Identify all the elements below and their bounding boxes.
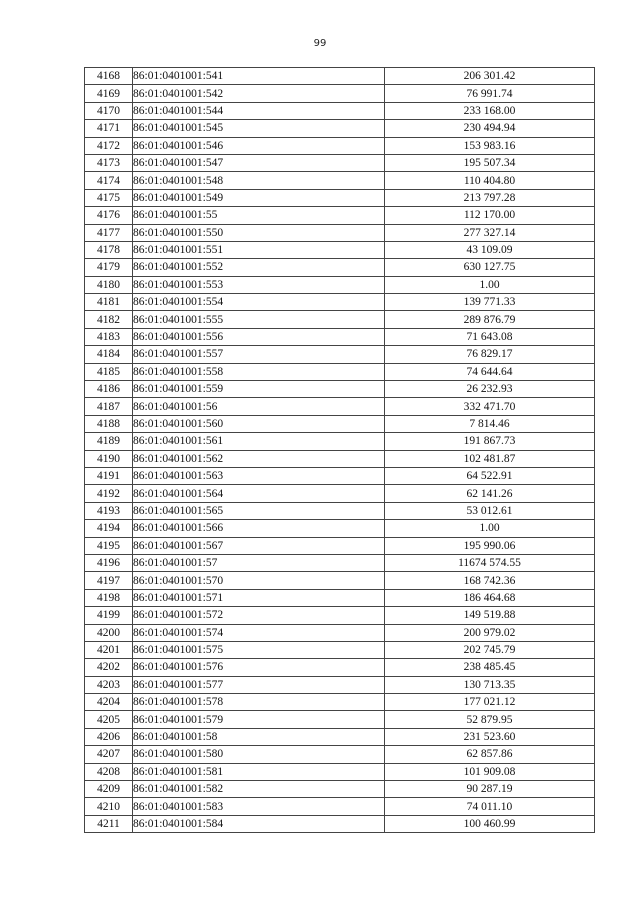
cadastral-number-cell: 86:01:0401001:552 [133,259,385,276]
value-cell: 102 481.87 [385,450,595,467]
cadastral-number-cell: 86:01:0401001:548 [133,172,385,189]
value-cell: 213 797.28 [385,189,595,206]
row-number-cell: 4188 [85,415,133,432]
table-row [85,102,595,119]
row-number-cell: 4185 [85,363,133,380]
table-row [85,624,595,641]
cadastral-number-cell: 86:01:0401001:557 [133,346,385,363]
value-cell: 101 909.08 [385,763,595,780]
cadastral-number-cell: 86:01:0401001:559 [133,381,385,398]
table-row [85,68,595,85]
cadastral-number-cell: 86:01:0401001:58 [133,728,385,745]
row-number-cell: 4169 [85,85,133,102]
row-number-cell: 4184 [85,346,133,363]
row-number-cell: 4200 [85,624,133,641]
row-number-cell: 4206 [85,728,133,745]
table-row [85,276,595,293]
row-number-cell: 4193 [85,502,133,519]
row-number-cell: 4192 [85,485,133,502]
table-row [85,120,595,137]
value-cell: 238 485.45 [385,659,595,676]
row-number-cell: 4172 [85,137,133,154]
cadastral-number-cell: 86:01:0401001:584 [133,815,385,832]
cadastral-number-cell: 86:01:0401001:575 [133,641,385,658]
table-row [85,467,595,484]
cadastral-number-cell: 86:01:0401001:551 [133,241,385,258]
table-row [85,259,595,276]
value-cell: 11674 574.55 [385,554,595,571]
row-number-cell: 4211 [85,815,133,832]
table-row [85,328,595,345]
cadastral-number-cell: 86:01:0401001:576 [133,659,385,676]
cadastral-number-cell: 86:01:0401001:566 [133,520,385,537]
value-cell: 74 011.10 [385,798,595,815]
row-number-cell: 4194 [85,520,133,537]
cadastral-number-cell: 86:01:0401001:56 [133,398,385,415]
cadastral-number-cell: 86:01:0401001:563 [133,467,385,484]
table-row [85,537,595,554]
row-number-cell: 4196 [85,554,133,571]
table-row [85,224,595,241]
value-cell: 332 471.70 [385,398,595,415]
value-cell: 231 523.60 [385,728,595,745]
cadastral-number-cell: 86:01:0401001:558 [133,363,385,380]
table-row [85,641,595,658]
value-cell: 168 742.36 [385,572,595,589]
table-row [85,781,595,798]
value-cell: 76 991.74 [385,85,595,102]
table-row [85,189,595,206]
value-cell: 200 979.02 [385,624,595,641]
value-cell: 62 857.86 [385,746,595,763]
cadastral-number-cell: 86:01:0401001:555 [133,311,385,328]
row-number-cell: 4171 [85,120,133,137]
cadastral-number-cell: 86:01:0401001:577 [133,676,385,693]
cadastral-number-cell: 86:01:0401001:565 [133,502,385,519]
cadastral-number-cell: 86:01:0401001:554 [133,294,385,311]
cadastral-number-cell: 86:01:0401001:542 [133,85,385,102]
cadastral-number-cell: 86:01:0401001:550 [133,224,385,241]
table-row [85,554,595,571]
table-row [85,415,595,432]
cadastral-number-cell: 86:01:0401001:582 [133,781,385,798]
cadastral-number-cell: 86:01:0401001:581 [133,763,385,780]
cadastral-number-cell: 86:01:0401001:561 [133,433,385,450]
row-number-cell: 4176 [85,207,133,224]
table-row [85,85,595,102]
table-row [85,520,595,537]
value-cell: 230 494.94 [385,120,595,137]
value-cell: 26 232.93 [385,381,595,398]
cadastral-number-cell: 86:01:0401001:55 [133,207,385,224]
row-number-cell: 4191 [85,467,133,484]
value-cell: 177 021.12 [385,694,595,711]
row-number-cell: 4208 [85,763,133,780]
cadastral-number-cell: 86:01:0401001:544 [133,102,385,119]
table-row [85,381,595,398]
value-cell: 100 460.99 [385,815,595,832]
value-cell: 186 464.68 [385,589,595,606]
table-row [85,398,595,415]
table-row [85,659,595,676]
value-cell: 202 745.79 [385,641,595,658]
table-row [85,815,595,832]
row-number-cell: 4201 [85,641,133,658]
value-cell: 64 522.91 [385,467,595,484]
table-row [85,485,595,502]
value-cell: 71 643.08 [385,328,595,345]
row-number-cell: 4168 [85,68,133,85]
table-row [85,294,595,311]
row-number-cell: 4170 [85,102,133,119]
table-row [85,694,595,711]
row-number-cell: 4204 [85,694,133,711]
row-number-cell: 4173 [85,154,133,171]
table-row [85,172,595,189]
value-cell: 43 109.09 [385,241,595,258]
value-cell: 90 287.19 [385,781,595,798]
table-row [85,450,595,467]
cadastral-number-cell: 86:01:0401001:560 [133,415,385,432]
row-number-cell: 4186 [85,381,133,398]
row-number-cell: 4209 [85,781,133,798]
row-number-cell: 4177 [85,224,133,241]
value-cell: 112 170.00 [385,207,595,224]
value-cell: 191 867.73 [385,433,595,450]
row-number-cell: 4202 [85,659,133,676]
table-row [85,154,595,171]
row-number-cell: 4199 [85,607,133,624]
cadastral-number-cell: 86:01:0401001:562 [133,450,385,467]
value-cell: 1.00 [385,520,595,537]
value-cell: 74 644.64 [385,363,595,380]
cadastral-number-cell: 86:01:0401001:580 [133,746,385,763]
cadastral-number-cell: 86:01:0401001:574 [133,624,385,641]
table-row [85,137,595,154]
cadastral-number-cell: 86:01:0401001:57 [133,554,385,571]
cadastral-number-cell: 86:01:0401001:572 [133,607,385,624]
cadastral-number-cell: 86:01:0401001:578 [133,694,385,711]
row-number-cell: 4187 [85,398,133,415]
cadastral-number-cell: 86:01:0401001:541 [133,68,385,85]
value-cell: 206 301.42 [385,68,595,85]
row-number-cell: 4178 [85,241,133,258]
table-row [85,311,595,328]
row-number-cell: 4203 [85,676,133,693]
value-cell: 1.00 [385,276,595,293]
table-row [85,763,595,780]
row-number-cell: 4198 [85,589,133,606]
row-number-cell: 4180 [85,276,133,293]
value-cell: 195 990.06 [385,537,595,554]
table-row [85,241,595,258]
table-body [85,68,595,833]
value-cell: 53 012.61 [385,502,595,519]
table-row [85,346,595,363]
cadastral-number-cell: 86:01:0401001:545 [133,120,385,137]
table-row [85,589,595,606]
page-number: 99 [313,38,327,49]
table-row [85,502,595,519]
cadastral-number-cell: 86:01:0401001:579 [133,711,385,728]
value-cell: 76 829.17 [385,346,595,363]
table-row [85,433,595,450]
value-cell: 7 814.46 [385,415,595,432]
value-cell: 130 713.35 [385,676,595,693]
row-number-cell: 4174 [85,172,133,189]
table-row [85,607,595,624]
table-row [85,676,595,693]
row-number-cell: 4181 [85,294,133,311]
table-row [85,572,595,589]
cadastral-number-cell: 86:01:0401001:583 [133,798,385,815]
row-number-cell: 4179 [85,259,133,276]
table-row [85,207,595,224]
value-cell: 153 983.16 [385,137,595,154]
value-cell: 149 519.88 [385,607,595,624]
cadastral-number-cell: 86:01:0401001:547 [133,154,385,171]
value-cell: 139 771.33 [385,294,595,311]
table-row [85,746,595,763]
row-number-cell: 4175 [85,189,133,206]
value-cell: 110 404.80 [385,172,595,189]
table-row [85,728,595,745]
cadastral-number-cell: 86:01:0401001:571 [133,589,385,606]
value-cell: 289 876.79 [385,311,595,328]
row-number-cell: 4205 [85,711,133,728]
value-cell: 233 168.00 [385,102,595,119]
row-number-cell: 4183 [85,328,133,345]
row-number-cell: 4195 [85,537,133,554]
cadastral-number-cell: 86:01:0401001:546 [133,137,385,154]
row-number-cell: 4197 [85,572,133,589]
value-cell: 277 327.14 [385,224,595,241]
row-number-cell: 4210 [85,798,133,815]
cadastral-number-cell: 86:01:0401001:553 [133,276,385,293]
cadastral-number-cell: 86:01:0401001:570 [133,572,385,589]
cadastral-number-cell: 86:01:0401001:567 [133,537,385,554]
row-number-cell: 4190 [85,450,133,467]
value-cell: 630 127.75 [385,259,595,276]
row-number-cell: 4182 [85,311,133,328]
cadastral-number-cell: 86:01:0401001:556 [133,328,385,345]
cadastral-number-cell: 86:01:0401001:549 [133,189,385,206]
cadastral-value-table [84,67,595,833]
table-row [85,798,595,815]
row-number-cell: 4207 [85,746,133,763]
value-cell: 52 879.95 [385,711,595,728]
value-cell: 62 141.26 [385,485,595,502]
value-cell: 195 507.34 [385,154,595,171]
cadastral-number-cell: 86:01:0401001:564 [133,485,385,502]
table-row [85,363,595,380]
table-row [85,711,595,728]
row-number-cell: 4189 [85,433,133,450]
